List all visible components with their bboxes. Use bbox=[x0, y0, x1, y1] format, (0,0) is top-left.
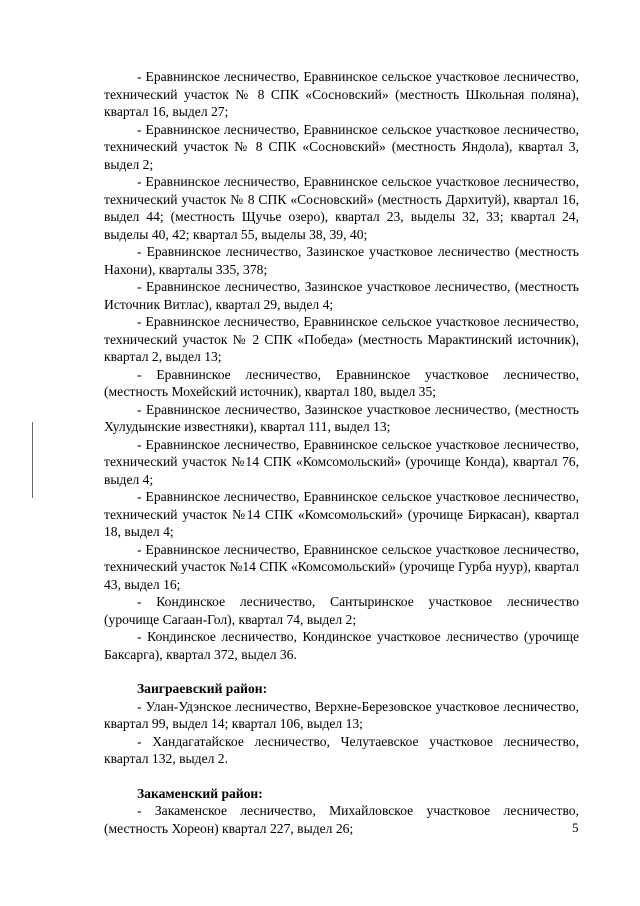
list-item: - Еравнинское лесничество, Еравнинское сельское участковое лесничество, технический участок №14 СПК «Комсомольский» (урочище Гурба нуур), квартал 43, выдел 16; bbox=[104, 541, 579, 592]
list-item: - Еравнинское лесничество, Еравнинское сельское участковое лесничество, технический участок № 8 СПК «Сосновский» (местность Яндола), квартал 3, выдел 2; bbox=[104, 121, 579, 172]
document-body bbox=[104, 68, 579, 837]
section-heading: Заиграевский район: bbox=[137, 681, 268, 696]
list-item: - Еравнинское лесничество, Еравнинское сельское участковое лесничество, технический участок №14 СПК «Комсомольский» (урочище Конда), квартал 76, выдел 4; bbox=[104, 436, 579, 487]
section-zaigraevsky bbox=[104, 680, 579, 768]
list-item: - Еравнинское лесничество, Еравнинское сельское участковое лесничество, технический участок №14 СПК «Комсомольский» (урочище Биркасан), квартал 18, выдел 4; bbox=[104, 489, 579, 539]
list-item: - Еравнинское лесничество, Зазинское участковое лесничество (местность Нахони), кварталы 335, 378; bbox=[104, 244, 579, 277]
list-item: - Еравнинское лесничество, Зазинское участковое лесничество, (местность Источник Витлас), квартал 29, выдел 4; bbox=[104, 279, 579, 312]
section-heading: Закаменский район: bbox=[137, 785, 263, 801]
list-item: - Хандагатайское лесничество, Челутаевское участковое лесничество, квартал 132, выдел 2. bbox=[104, 733, 579, 766]
list-item: - Еравнинское лесничество, Еравнинское сельское участковое лесничество, технический участок № 8 СПК «Сосновский» (местность Школьная поляна), квартал 16, выдел 27; bbox=[104, 69, 579, 119]
section-zakamensky bbox=[104, 785, 579, 838]
list-item: - Еравнинское лесничество, Зазинское участковое лесничество, (местность Хулудынские известняки), квартал 111, выдел 13; bbox=[104, 401, 579, 434]
list-item: - Кондинское лесничество, Сантыринское участковое лесничество (урочище Сагаан-Гол), квартал 74, выдел 2; bbox=[104, 594, 579, 627]
list-item: - Кондинское лесничество, Кондинское участковое лесничество (урочище Баксарга), квартал 372, выдел 36. bbox=[104, 629, 579, 662]
list-item: - Еравнинское лесничество, Еравнинское сельское участковое лесничество, технический участок № 2 СПК «Победа» (местность Марактинский источник), квартал 2, выдел 13; bbox=[104, 314, 579, 364]
list-item: - Еравнинское лесничество, Еравнинское участковое лесничество, (местность Мохейский источник), квартал 180, выдел 35; bbox=[104, 366, 579, 399]
list-item: - Улан-Удэнское лесничество, Верхне-Березовское участковое лесничество, квартал 99, выдел 14; квартал 106, выдел 13; bbox=[104, 698, 579, 731]
list-item: - Еравнинское лесничество, Еравнинское сельское участковое лесничество, технический участок № 8 СПК «Сосновский» (местность Дархитуй), квартал 16, выдел 44; (местность Щучье озеро), квартал 23, выделы 32, 33; квартал 24, выделы 40, 42; квартал 55, выделы 38, 39, 40; bbox=[104, 174, 579, 242]
list-item: - Закаменское лесничество, Михайловское участковое лесничество, (местность Хореон) квартал 227, выдел 26; bbox=[104, 803, 579, 836]
intro-list bbox=[104, 68, 579, 663]
margin-mark bbox=[32, 422, 33, 498]
page-number: 5 bbox=[572, 820, 579, 835]
